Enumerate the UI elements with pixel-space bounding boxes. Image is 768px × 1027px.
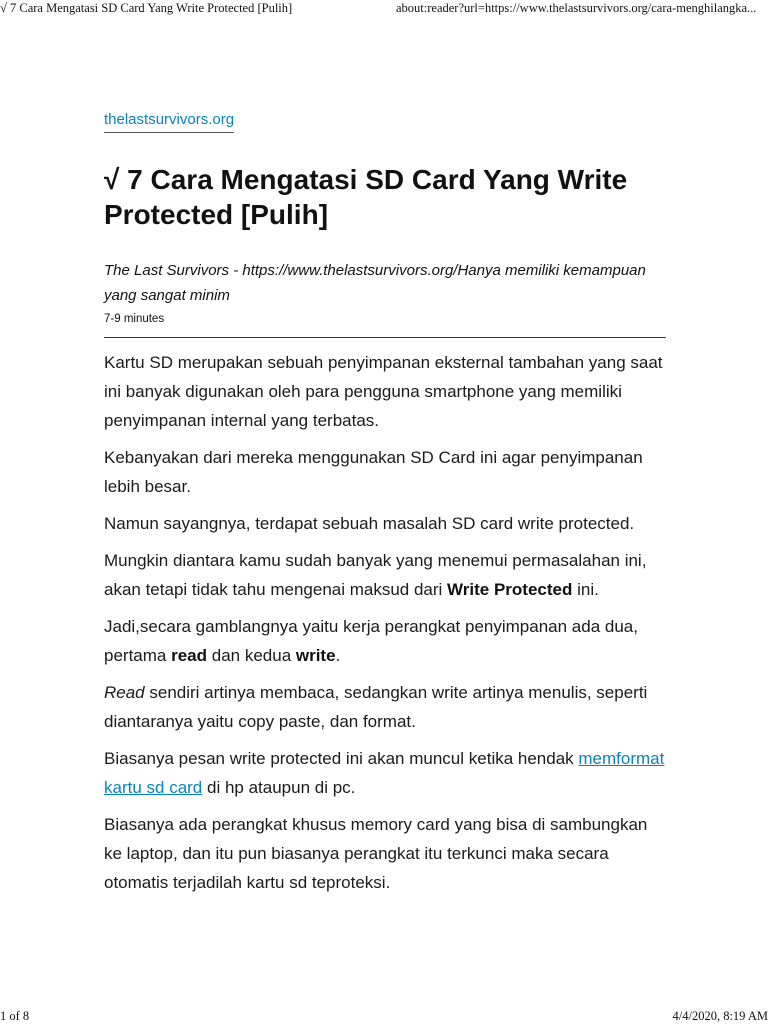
reader-article xyxy=(104,110,666,905)
print-footer xyxy=(0,1009,768,1027)
paragraph-text: dan kedua xyxy=(207,646,296,665)
bold-term: write xyxy=(296,646,336,665)
page-number: 1 of 8 xyxy=(0,1009,29,1024)
print-page-url: about:reader?url=https://www.thelastsurvivors.org/cara-menghilangka... xyxy=(396,1,768,16)
article-body xyxy=(104,348,666,897)
paragraph: Namun sayangnya, terdapat sebuah masalah SD card write protected. xyxy=(104,509,666,538)
print-header xyxy=(0,1,768,19)
paragraph xyxy=(104,546,666,604)
print-page-title: √ 7 Cara Mengatasi SD Card Yang Write Protected [Pulih] xyxy=(0,1,292,16)
paragraph xyxy=(104,744,666,802)
paragraph-text: Mungkin diantara kamu sudah banyak yang menemui permasalahan ini, akan tetapi tidak tahu mengenai maksud dari xyxy=(104,551,646,599)
paragraph: Kebanyakan dari mereka menggunakan SD Card ini agar penyimpanan lebih besar. xyxy=(104,443,666,501)
print-timestamp: 4/4/2020, 8:19 AM xyxy=(673,1009,768,1024)
paragraph-text: . xyxy=(336,646,341,665)
paragraph-text: di hp ataupun di pc. xyxy=(202,778,355,797)
paragraph-text: ini. xyxy=(572,580,598,599)
paragraph-text: sendiri artinya membaca, sedangkan write artinya menulis, seperti diantaranya yaitu copy paste, dan format. xyxy=(104,683,647,731)
reading-time: 7-9 minutes xyxy=(104,311,666,327)
paragraph xyxy=(104,678,666,736)
bold-term: Write Protected xyxy=(447,580,572,599)
bold-term: read xyxy=(171,646,207,665)
paragraph: Kartu SD merupakan sebuah penyimpanan eksternal tambahan yang saat ini banyak digunakan oleh para pengguna smartphone yang memiliki penyimpanan internal yang terbatas. xyxy=(104,348,666,435)
paragraph-text: Jadi,secara gamblangnya yaitu kerja perangkat penyimpanan ada dua, pertama xyxy=(104,617,638,665)
paragraph: Biasanya ada perangkat khusus memory card yang bisa di sambungkan ke laptop, dan itu pun biasanya perangkat itu terkunci maka secara otomatis terjadilah kartu sd teproteksi. xyxy=(104,810,666,897)
paragraph-text: Biasanya pesan write protected ini akan muncul ketika hendak xyxy=(104,749,578,768)
domain-link[interactable]: thelastsurvivors.org xyxy=(104,110,234,133)
article-credits: The Last Survivors - https://www.thelastsurvivors.org/Hanya memiliki kemampuan yang sangat minim xyxy=(104,258,666,308)
format-sd-card-link[interactable]: memformat kartu sd card xyxy=(104,749,664,797)
article-title: √ 7 Cara Mengatasi SD Card Yang Write Protected [Pulih] xyxy=(104,162,666,232)
italic-term: Read xyxy=(104,683,145,702)
paragraph xyxy=(104,612,666,670)
header-divider xyxy=(104,337,666,338)
